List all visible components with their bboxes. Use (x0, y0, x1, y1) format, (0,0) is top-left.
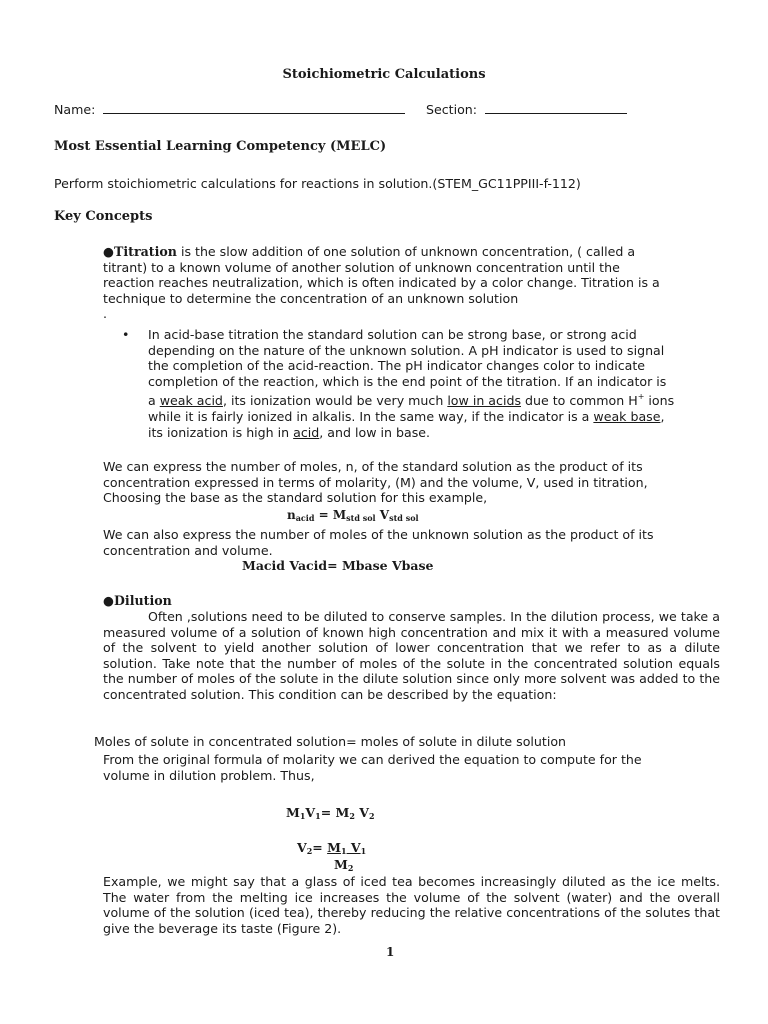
eq4-equals: = (312, 840, 328, 855)
titration-bullet: ● (103, 244, 114, 259)
eq4-v1: V (346, 840, 361, 855)
eq4-sub: 1 (360, 846, 367, 856)
stray-period: . (103, 306, 108, 322)
acid-base-line-5 (148, 389, 674, 409)
eq4-sub: 2 (347, 863, 354, 873)
eq4-m1: M (327, 840, 341, 855)
page-title: Stoichiometric Calculations (282, 67, 486, 82)
text-run: a (148, 393, 160, 409)
melc-heading: Most Essential Learning Competency (MELC) (54, 139, 387, 154)
eq3-v2: V (354, 805, 370, 820)
eq3-equals: = (320, 805, 336, 820)
name-label: Name: (54, 102, 96, 117)
acid-base-paragraph (148, 327, 674, 440)
page-number: 1 (386, 945, 395, 959)
dilution-bullet: ● (103, 593, 114, 608)
eq4-numerator (327, 840, 366, 855)
dilution-term: Dilution (114, 593, 172, 608)
text-run: while it is fairly ionized in alkalis. In the same way, if the indicator is a (148, 408, 594, 424)
text-run: its ionization is high in (148, 424, 294, 440)
acid-base-line-1: In acid-base titration the standard solution can be strong base, or strong acid (148, 327, 637, 342)
weak-acid-term: weak acid (159, 393, 223, 409)
unknown-line-2: concentration and volume. (103, 542, 273, 558)
acid-base-bullet: • (122, 327, 130, 342)
equation-n-acid (287, 508, 419, 523)
titration-line-3: reaction reaches neutralization, which is often indicated by a color change. Titration is a (103, 275, 660, 291)
low-in-acids-term: low in acids (447, 393, 521, 409)
acid-base-line-3: the completion of the acid-reaction. The pH indicator changes color to indicate (148, 358, 646, 374)
moles-line-3: Choosing the base as the standard solution for this example, (103, 490, 488, 506)
eq-m: M (332, 508, 347, 522)
eq-n-sub: acid (295, 513, 315, 523)
eq3-m1: M (286, 805, 300, 820)
eq-v: V (375, 508, 390, 522)
eq4-denominator (334, 857, 353, 873)
titration-term: Titration (114, 244, 177, 259)
moles-paragraph (103, 459, 648, 506)
formula-line-1: From the original formula of molarity we can derived the equation to compute for the (103, 752, 642, 767)
eq3-sub: 2 (369, 811, 375, 821)
section-field[interactable] (485, 101, 627, 114)
key-concepts-heading: Key Concepts (54, 209, 153, 224)
example-paragraph: Example, we might say that a glass of iced tea becomes increasingly diluted as the ice melts. The water from the melting ice increases the volume of the solvent (water) and the overall volume of the solution (iced tea), thereby reducing the relative concentrations of the solutes that give the beverage its taste (Figure 2). (103, 874, 720, 936)
formula-line-2: volume in dilution problem. Thus, (103, 767, 315, 783)
acid-base-line-4: completion of the reaction, which is the end point of the titration. If an indicator is (148, 373, 667, 389)
acid-term: acid (293, 424, 320, 440)
eq3-sub: 1 (299, 811, 306, 821)
equation-v2 (297, 840, 366, 856)
name-field[interactable] (103, 101, 405, 114)
equation-macid: Macid Vacid= Mbase Vbase (242, 558, 434, 573)
eq-m-sub: std sol (346, 513, 376, 523)
text-run: , (660, 408, 665, 424)
eq-n: n (287, 508, 296, 522)
acid-base-line-6 (148, 409, 674, 425)
dilution-paragraph: Often ,solutions need to be diluted to conserve samples. In the dilution process, we take a measured volume of a solution of known high concentration and mix it with a measured volume of the solvent to yield another solution of lower concentration that we refer to as a dilute solution. Take note that the number of moles of the solute in the concentrated solution equals the number of moles of the solute in the dilute solution since only more solvent was added to the concentrated solution. This condition can be described by the equation: (103, 609, 720, 702)
eq3-m2: M (335, 805, 350, 820)
acid-base-line-2: depending on the nature of the unknown solution. A pH indicator is used to signal (148, 342, 665, 358)
eq3-v1: V (305, 805, 316, 820)
unknown-line-1: We can also express the number of moles of the unknown solution as the product of its (103, 527, 654, 542)
eq4-sub: 2 (306, 846, 313, 856)
weak-base-term: weak base (593, 408, 661, 424)
equation-m1v1 (286, 805, 375, 821)
eq-equals: = (314, 508, 333, 522)
eq4-v2: V (297, 840, 307, 855)
acid-base-line-7 (148, 425, 674, 441)
moles-line-1: We can express the number of moles, n, of the standard solution as the product of its (103, 459, 643, 474)
titration-paragraph (103, 244, 660, 322)
eq4-m2: M (334, 857, 348, 872)
eq3-sub: 1 (315, 811, 321, 821)
section-line (426, 101, 627, 117)
titration-line-1: is the slow addition of one solution of unknown concentration, ( called a (176, 244, 636, 259)
text-run: , and low in base. (319, 424, 431, 440)
formula-paragraph (103, 752, 642, 783)
section-label: Section: (426, 102, 478, 117)
superscript-plus: + (637, 392, 645, 402)
text-run: , its ionization would be very much (222, 393, 448, 409)
eq4-sub: 1 (340, 846, 347, 856)
dilution-heading (103, 593, 172, 608)
melc-text: Perform stoichiometric calculations for reactions in solution.(STEM_GC11PPIII-f-112) (54, 176, 581, 191)
titration-line-4: technique to determine the concentration of an unknown solution (103, 290, 519, 306)
titration-line-2: titrant) to a known volume of another solution of unknown concentration until the (103, 259, 620, 275)
eq-v-sub: std sol (389, 513, 419, 523)
text-run: ions (644, 393, 675, 409)
name-line (54, 101, 405, 117)
moles-line-2: concentration expressed in terms of molarity, (M) and the volume, V, used in titration, (103, 474, 648, 490)
eq3-sub: 2 (349, 811, 355, 821)
text-run: due to common H (521, 393, 638, 409)
moles-equation-line: Moles of solute in concentrated solution= moles of solute in dilute solution (94, 734, 567, 749)
unknown-paragraph (103, 527, 654, 558)
